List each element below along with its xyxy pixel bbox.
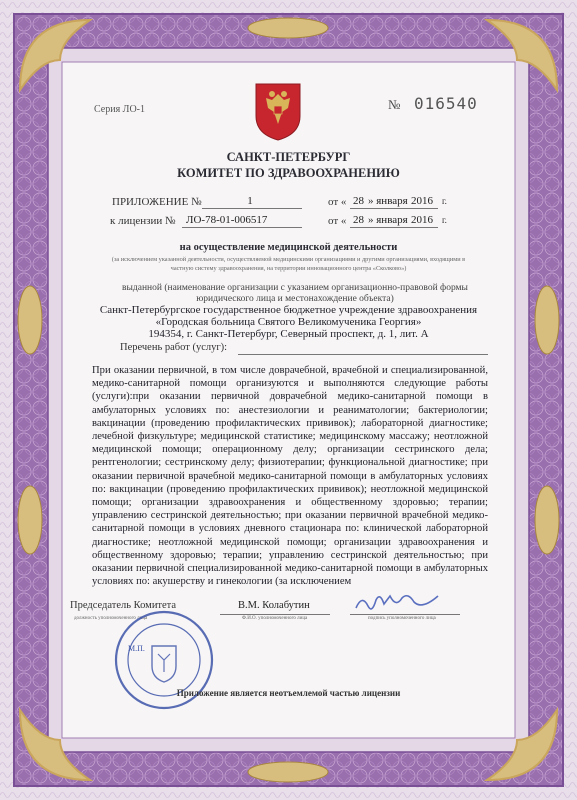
caption-sign: подпись уполномоченного лица [368,616,436,621]
license-date-underline [350,227,438,228]
caption-position: должность уполномоченного лица [74,616,148,621]
organization-name: «Городская больница Святого Великомученика Георгия» [155,316,422,328]
number-prefix: № [388,97,401,112]
organization-type: Санкт-Петербургское государственное бюджетное учреждение здравоохранения [99,304,478,316]
name-underline [220,614,330,615]
license-number: ЛО-78-01-006517 [186,214,268,226]
works-underline [238,354,488,355]
document-body [70,70,507,730]
license-year-suffix: г. [442,215,447,225]
coat-of-arms-icon [252,80,304,142]
signatory-position: Председатель Комитета [70,600,177,611]
appendix-label: ПРИЛОЖЕНИЕ № [112,196,202,208]
appendix-date-prefix: от « [328,196,347,208]
license-year: 2016 [411,214,433,226]
issuer-city: САНКТ-ПЕТЕРБУРГ [226,150,351,164]
services-list: При оказании первичной, в том числе доврачебной, врачебной и специализированной, медико-санитарной помощи организуются и выполняются следующие работы (услуги):при оказании первичной доврачебной медико-санитарной помощи в амбулаторных условиях по: анестезиологии и реаниматологии; бактериологии; вакцинации (проведению профилактических прививок); лабораторной диагностике; лечебной физкультуре; медицинской статистике; медицинскому массажу; неотложной медицинской помощи; операционному делу; организации сестринского дела; рентгенологии; сестринскому делу; физиотерапии; функциональной диагностике; при оказании первичной врачебной медико-санитарной помощи в амбулаторных условиях по: вакцинации (проведению профилактических прививок); неотложной медицинской помощи; организации здравоохранения и общественному здоровью; терапии; управлению сестринской деятельностью; при оказании первичной врачебной медико-санитарной помощи в условиях дневного стационара по: клинической лабораторной диагностике; неотложной медицинской помощи; организации здравоохранения и общественному здоровью; терапии; управлению сестринской деятельностью; при оказании первичной специализированной медико-санитарной помощи в амбулаторных условиях по: акушерству и гинекологии (за исключением [92,365,488,588]
license-day: 28 [353,214,364,226]
appendix-number: 1 [247,195,253,207]
caption-name: Ф.И.О. уполномоченного лица [242,616,308,621]
license-date-prefix: от « [328,215,347,227]
form-number: 016540 [414,94,478,113]
works-label: Перечень работ (услуг): [120,342,228,353]
handwritten-signature-icon [352,590,442,616]
appendix-year-suffix: г. [442,196,447,206]
signatory-name: В.М. Колабутин [238,600,310,611]
stamp-place-label: М.П. [128,644,145,653]
license-label: к лицензии № [110,215,176,227]
footer-note: Приложение является неотъемлемой частью лицензии [176,688,401,698]
appendix-day: 28 [353,195,364,207]
appendix-number-underline [202,208,302,209]
license-month: » января [368,214,408,226]
activity-title: на осуществление медицинской деятельности [179,242,398,253]
issued-caption: выданной (наименование организации с указанием организационно-правовой формы юридического лица и местонахождение объекта) [122,283,468,304]
appendix-date-underline [350,208,438,209]
appendix-month: » января [368,195,408,207]
license-number-underline [182,227,302,228]
organization-address: 194354, г. Санкт-Петербург, Северный проспект, д. 1, лит. А [148,328,429,340]
organization-block [78,304,499,340]
issuer-committee: КОМИТЕТ ПО ЗДРАВООХРАНЕНИЮ [177,166,400,180]
series-label: Серия ЛО-1 [94,104,146,115]
activity-note: (за исключением указанной деятельности, осуществляемой медицинскими организациями и другими организациями, входящими в частную систему здравоохранения, на территории инновационного центра «Сколково») [111,256,466,272]
appendix-year: 2016 [411,195,433,207]
